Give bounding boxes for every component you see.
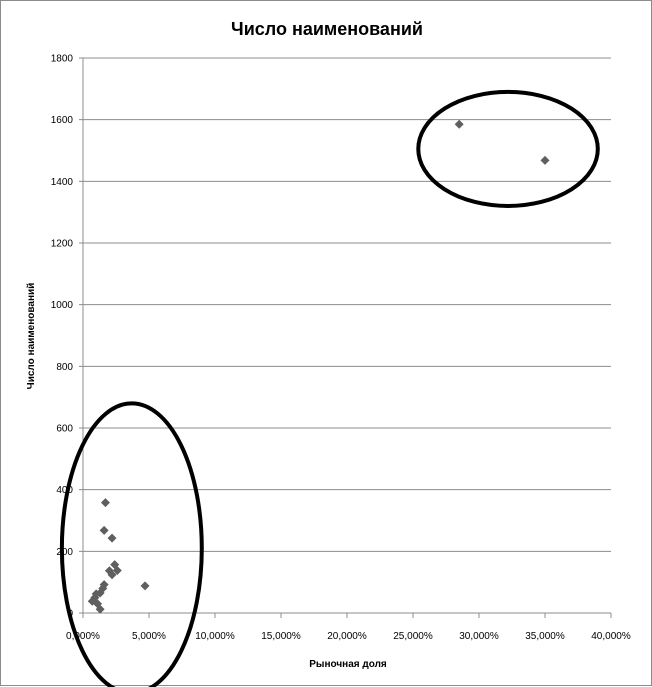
y-tick-label: 1800 — [50, 53, 73, 65]
x-tick-labels — [66, 631, 631, 642]
y-tick-label: 1200 — [50, 238, 73, 250]
y-tick-label: 1000 — [50, 300, 73, 312]
x-tick-label: 40,000% — [591, 631, 631, 642]
chart-title: Число наименований — [231, 19, 423, 39]
data-point — [455, 120, 464, 129]
data-point — [541, 156, 550, 165]
x-tick-label: 25,000% — [393, 631, 433, 642]
x-tick-label: 20,000% — [327, 631, 367, 642]
y-tick-label: 800 — [56, 361, 73, 373]
x-tick-label: 30,000% — [459, 631, 499, 642]
y-tick-label: 600 — [56, 423, 73, 435]
data-point — [101, 498, 110, 507]
x-tick-label: 5,000% — [132, 631, 166, 642]
scatter-chart — [1, 1, 652, 687]
y-tick-label: 400 — [56, 485, 73, 497]
y-tick-label: 0 — [67, 608, 73, 620]
x-tick-label: 0,000% — [66, 631, 100, 642]
gridlines — [79, 58, 611, 613]
axes — [83, 58, 611, 618]
annotation-ellipse — [418, 92, 598, 206]
y-tick-label: 1600 — [50, 115, 73, 127]
y-tick-label: 1400 — [50, 176, 73, 188]
data-point — [100, 526, 109, 535]
y-axis-title: Число наименований — [26, 282, 37, 390]
x-axis-title: Рыночная доля — [309, 659, 387, 670]
y-tick-label: 200 — [56, 546, 73, 558]
x-tick-label: 35,000% — [525, 631, 565, 642]
data-point — [141, 581, 150, 590]
x-tick-label: 10,000% — [195, 631, 235, 642]
data-point — [108, 534, 117, 543]
x-tick-label: 15,000% — [261, 631, 301, 642]
